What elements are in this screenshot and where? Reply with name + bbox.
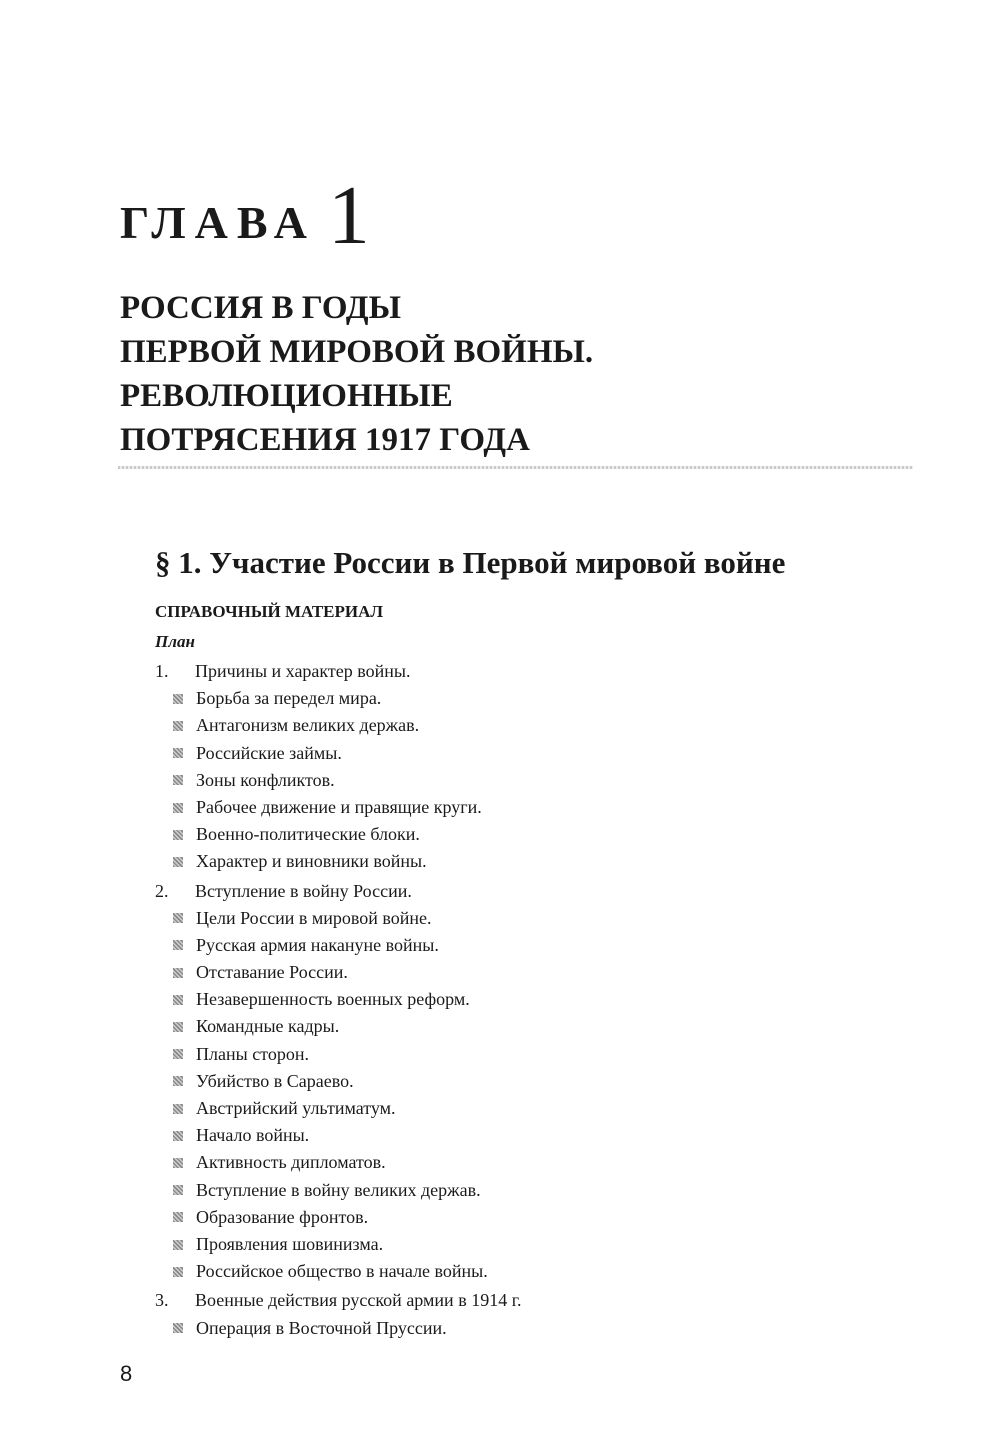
- square-bullet-icon: [173, 830, 183, 840]
- square-bullet-icon: [173, 1323, 183, 1333]
- square-bullet-icon: [173, 857, 183, 867]
- square-bullet-icon: [173, 694, 183, 704]
- plan-subitem: Убийство в Сараево.: [155, 1068, 522, 1095]
- plan-item: [155, 1287, 522, 1341]
- plan-subitem: Борьба за передел мира.: [155, 685, 522, 712]
- plan-item-number: 1.: [155, 661, 169, 681]
- square-bullet-icon: [173, 995, 183, 1005]
- square-bullet-icon: [173, 1131, 183, 1141]
- plan-subitem: Активность дипломатов.: [155, 1149, 522, 1176]
- plan-subitem: Отставание России.: [155, 959, 522, 986]
- square-bullet-icon: [173, 1076, 183, 1086]
- square-bullet-icon: [173, 1049, 183, 1059]
- plan-item-title: Вступление в войну России.: [195, 880, 412, 901]
- chapter-title-line: ПЕРВОЙ МИРОВОЙ ВОЙНЫ.: [120, 334, 594, 370]
- plan-subitem: Зоны конфликтов.: [155, 767, 522, 794]
- section-title: § 1. Участие России в Первой мировой войне: [155, 545, 786, 580]
- plan-item: [155, 878, 522, 1286]
- chapter-title-line: РОССИЯ В ГОДЫ: [120, 290, 402, 326]
- plan-subitem: Антагонизм великих держав.: [155, 712, 522, 739]
- square-bullet-icon: [173, 775, 183, 785]
- plan-subitem: Цели России в мировой войне.: [155, 905, 522, 932]
- plan-subitem: Образование фронтов.: [155, 1204, 522, 1231]
- plan-subitems: [155, 685, 522, 875]
- plan-subitem: Планы сторон.: [155, 1041, 522, 1068]
- square-bullet-icon: [173, 1267, 183, 1277]
- chapter-divider: [118, 466, 913, 469]
- plan-subitem: Проявления шовинизма.: [155, 1231, 522, 1258]
- plan-item-title: Военные действия русской армии в 1914 г.: [195, 1290, 522, 1311]
- square-bullet-icon: [173, 1240, 183, 1250]
- reference-heading: СПРАВОЧНЫЙ МАТЕРИАЛ: [155, 602, 384, 621]
- chapter-word: ГЛАВА: [120, 197, 316, 248]
- square-bullet-icon: [173, 1158, 183, 1168]
- plan-heading: План: [155, 632, 195, 651]
- square-bullet-icon: [173, 1212, 183, 1222]
- square-bullet-icon: [173, 940, 183, 950]
- square-bullet-icon: [173, 1104, 183, 1114]
- plan-subitem: Вступление в войну великих держав.: [155, 1177, 522, 1204]
- plan-item-number: 3.: [155, 1290, 169, 1311]
- square-bullet-icon: [173, 803, 183, 813]
- plan-subitem: Русская армия накануне войны.: [155, 932, 522, 959]
- plan-subitem: Рабочее движение и правящие круги.: [155, 794, 522, 821]
- square-bullet-icon: [173, 748, 183, 758]
- plan-subitems: [155, 1315, 522, 1342]
- plan-subitem: Австрийский ультиматум.: [155, 1095, 522, 1122]
- plan-subitem: Командные кадры.: [155, 1013, 522, 1040]
- chapter-number: 1: [327, 169, 370, 262]
- square-bullet-icon: [173, 1185, 183, 1195]
- plan-subitem: Начало войны.: [155, 1122, 522, 1149]
- plan-subitem: Военно-политические блоки.: [155, 821, 522, 848]
- square-bullet-icon: [173, 913, 183, 923]
- plan-subitem: Операция в Восточной Пруссии.: [155, 1315, 522, 1342]
- chapter-label: [120, 169, 370, 262]
- plan-subitem: Российские займы.: [155, 740, 522, 767]
- chapter-title-line: РЕВОЛЮЦИОННЫЕ: [120, 378, 453, 414]
- plan-item-title: Причины и характер войны.: [195, 661, 411, 681]
- plan-subitem: Характер и виновники войны.: [155, 848, 522, 875]
- square-bullet-icon: [173, 721, 183, 731]
- chapter-title-line: ПОТРЯСЕНИЯ 1917 ГОДА: [120, 422, 530, 458]
- plan-subitem: Российское общество в начале войны.: [155, 1258, 522, 1285]
- square-bullet-icon: [173, 1022, 183, 1032]
- plan-item: [155, 658, 522, 876]
- plan-list: [155, 658, 522, 1344]
- square-bullet-icon: [173, 968, 183, 978]
- plan-subitems: [155, 905, 522, 1286]
- plan-item-number: 2.: [155, 880, 169, 901]
- page-number: 8: [120, 1361, 133, 1386]
- plan-subitem: Незавершенность военных реформ.: [155, 986, 522, 1013]
- chapter-title: [120, 286, 880, 462]
